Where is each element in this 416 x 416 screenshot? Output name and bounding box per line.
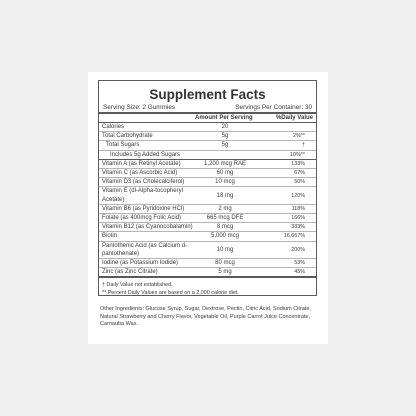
- nutrient-daily-value: 166%: [291, 215, 305, 222]
- nutrient-name: Vitamin D3 (as Cholecalciferol): [102, 179, 185, 186]
- nutrient-row: [99, 223, 316, 232]
- nutrient-daily-value: 133%: [291, 160, 305, 167]
- nutrient-daily-value: 16,667%: [283, 233, 305, 240]
- nutrient-name: Vitamin E (dl-Alpha-tocopheryl Acetate): [102, 188, 183, 203]
- nutrient-name: Folate (as 400mcg Folic Acid): [102, 215, 182, 222]
- nutrient-row: [99, 205, 316, 214]
- header-daily-value: %Daily Value: [275, 115, 313, 121]
- header-amount: Amount Per Serving: [195, 115, 253, 121]
- nutrient-name: Total Sugars: [106, 142, 140, 149]
- nutrient-row: [99, 268, 316, 278]
- nutrient-daily-value: 118%: [291, 205, 305, 212]
- panel-title: Supplement Facts: [149, 87, 266, 102]
- nutrient-amount: 5 mg: [218, 269, 232, 276]
- nutrient-amount: 60 mg: [216, 170, 234, 177]
- servings-per-container: Servings Per Container: 30: [235, 104, 312, 111]
- nutrient-name: Iodine (as Potassium Iodide): [102, 260, 179, 267]
- nutrient-name: Vitamin A (as Retinyl Acetate): [102, 160, 181, 167]
- nutrient-amount: 10 mg: [216, 246, 234, 253]
- nutrient-name: Vitamin B6 (as Pyridoxine HCl): [102, 205, 185, 212]
- header-spacer: [102, 114, 195, 122]
- nutrient-daily-value: 200%: [291, 246, 305, 253]
- other-ingredients: Other Ingredients: Glucose Syrup, Sugar, Dextrose, Pectin, Citric Acid, Sodium Citrate, Natural Strawberry and Cherry Flavor, Vegetable Oil, Purple Carrot Juice Concentrate, Carnauba Wax.: [100, 306, 311, 328]
- nutrient-amount: 18 mg: [216, 192, 234, 199]
- supplement-facts-panel: [98, 80, 317, 296]
- nutrient-amount: 5,000 mcg: [210, 233, 240, 240]
- nutrient-row: [99, 132, 316, 141]
- nutrient-daily-value: †: [302, 142, 305, 149]
- nutrient-row: [99, 214, 316, 223]
- nutrient-row: [99, 259, 316, 268]
- label-card: [88, 72, 328, 344]
- nutrient-daily-value: 120%: [291, 192, 305, 199]
- nutrient-name: Includes 5g Added Sugars: [110, 151, 181, 158]
- nutrient-amount: 10 mcg: [215, 179, 235, 186]
- nutrient-row: [99, 232, 316, 241]
- nutrient-row: [99, 178, 316, 187]
- nutrient-amount: 5g: [221, 142, 229, 149]
- nutrient-name: Vitamin C (as Ascorbic Acid): [102, 170, 178, 177]
- nutrient-name: Vitamin B12 (as Cyanocobalamin): [102, 224, 193, 231]
- nutrient-amount: 2 mg: [218, 205, 232, 212]
- nutrient-name: Pantothenic Acid (as Calcium d-pantothenate): [102, 242, 188, 257]
- nutrient-amount: 665 mcg DFE: [206, 215, 244, 222]
- nutrient-amount: 8 mcg: [216, 224, 234, 231]
- serving-size: Serving Size: 2 Gummies: [103, 104, 176, 111]
- nutrient-row: [99, 169, 316, 178]
- nutrient-rows: [99, 123, 316, 278]
- nutrient-name: Calories: [102, 124, 125, 130]
- footnote-dv-not-established: † Daily Value not established.: [102, 282, 173, 289]
- nutrient-daily-value: 333%: [291, 224, 305, 231]
- nutrient-daily-value: 53%: [294, 260, 305, 267]
- nutrient-row: [99, 242, 316, 259]
- nutrient-name: Zinc (as Zinc Citrate): [102, 269, 158, 276]
- column-header: [99, 114, 316, 123]
- nutrient-amount: 1,200 mcg RAE: [203, 160, 247, 167]
- nutrient-amount: 20: [221, 124, 229, 130]
- footnote-percent-basis: ** Percent Daily Values are based on a 2,000 calorie diet.: [102, 290, 239, 297]
- nutrient-daily-value: 50%: [294, 179, 305, 186]
- nutrient-row: [99, 160, 316, 169]
- nutrient-daily-value: 2%**: [293, 133, 305, 140]
- nutrient-amount: 5g: [221, 133, 229, 140]
- nutrient-name: Total Carbohydrate: [102, 133, 153, 140]
- nutrient-row: [99, 151, 316, 160]
- nutrient-row: [99, 123, 316, 132]
- serving-info: [99, 103, 316, 114]
- nutrient-daily-value: 67%: [294, 170, 305, 177]
- nutrient-daily-value: 10%**: [290, 151, 305, 158]
- nutrient-row: [99, 187, 316, 204]
- nutrient-name: Biotin: [102, 233, 118, 240]
- nutrient-daily-value: 45%: [294, 269, 305, 276]
- nutrient-row: [99, 141, 316, 150]
- footnotes: [99, 278, 316, 297]
- nutrient-amount: 80 mcg: [215, 260, 235, 267]
